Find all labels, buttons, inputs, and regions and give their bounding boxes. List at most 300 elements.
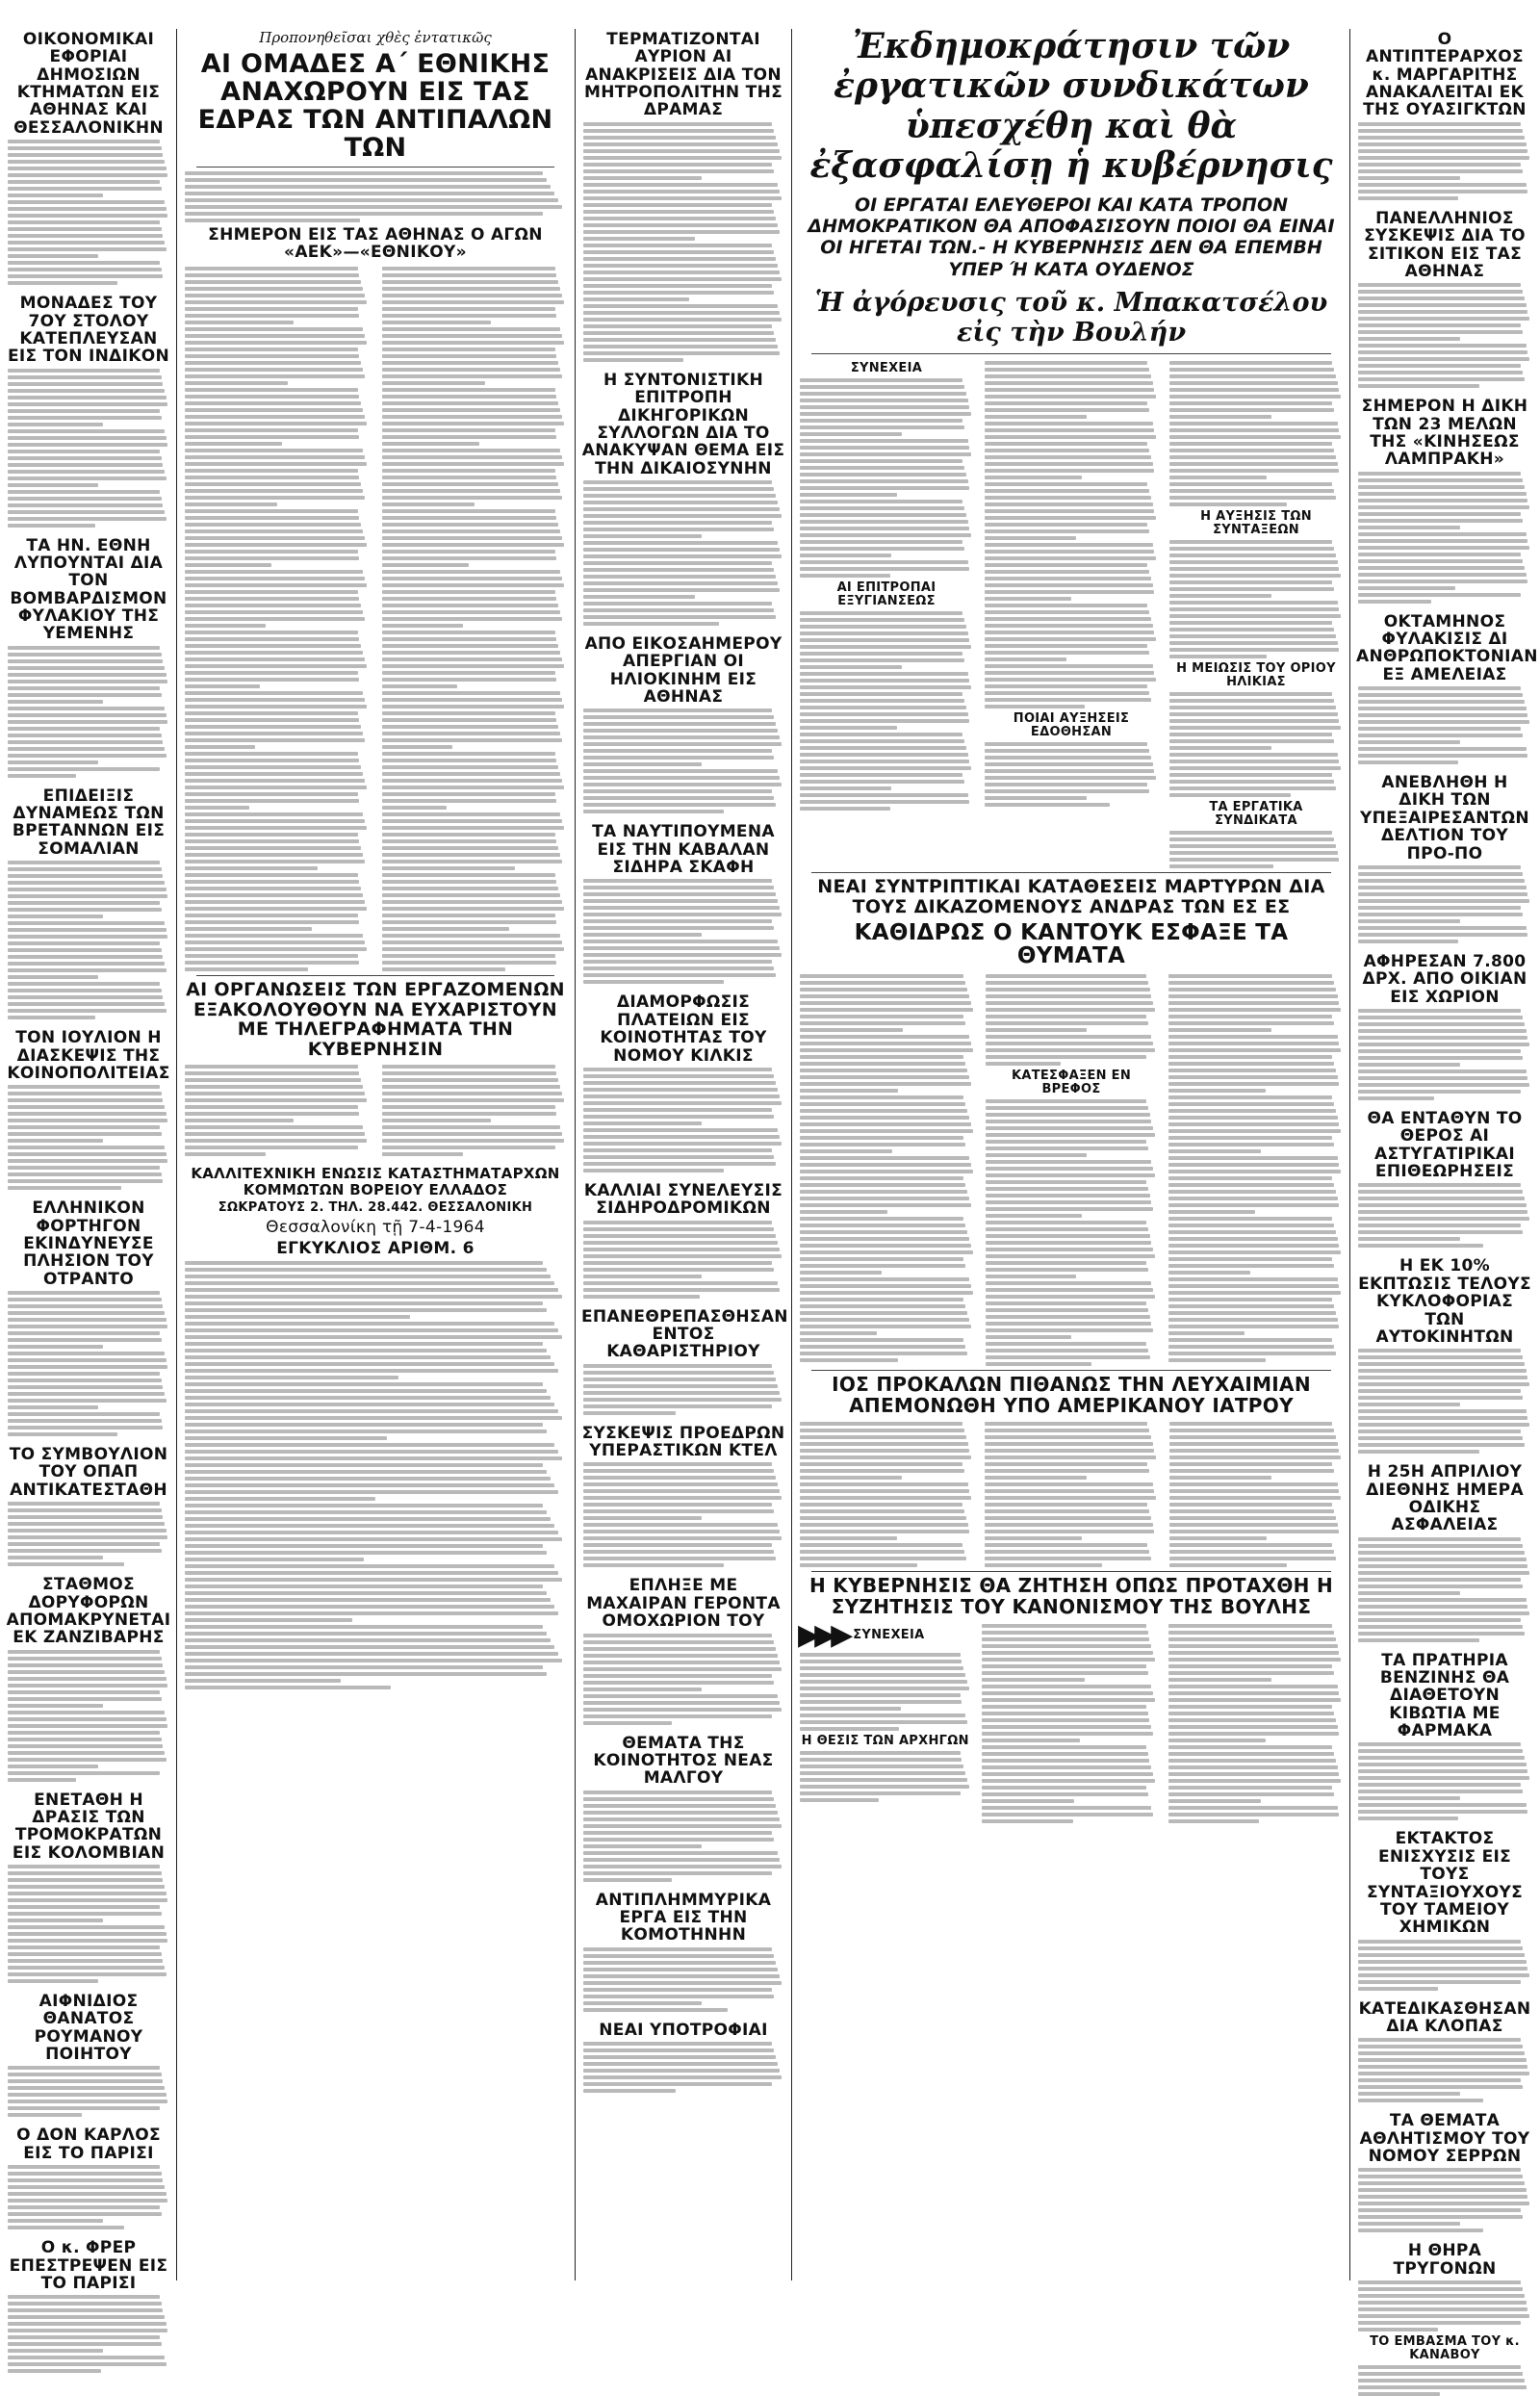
text-line [185,954,358,958]
article-headline: ΜΟΝΑΔΕΣ ΤΟΥ 7ΟΥ ΣΤΟΛΟΥ ΚΑΤΕΠΛΕΥΣΑΝ ΕΙΣ ΤΟΝ ΙΝΔΙΚΟΝ [7,294,170,367]
text-line [1168,1257,1332,1261]
article-body [1356,2168,1533,2232]
article-headline: ΙΟΣ ΠΡΟΚΑΛΩΝ ΠΙΘΑΝΩΣ ΤΗΝ ΛΕΥΧΑΙΜΙΑΝ ΑΠΕΜΟΝΩΘΗ ΥΠΟ ΑΜΕΡΙΚΑΝΟΥ ΙΑΤΡΟΥ [832,1373,1311,1417]
text-line [8,1562,124,1566]
text-line [800,500,962,503]
text-line [583,358,683,362]
text-line [185,718,359,722]
text-line [185,1510,547,1514]
text-line [1169,1489,1339,1493]
text-line [185,198,558,202]
text-line [1168,1678,1271,1682]
text-line [583,1804,776,1808]
text-line [8,1925,165,1929]
text-line [1168,1224,1334,1227]
text-line [382,1105,555,1109]
text-line [1358,1197,1525,1200]
notice-body [183,1261,568,1689]
text-line [986,1254,1155,1258]
article [581,1892,785,2012]
text-line [985,1462,1147,1466]
text-line [1358,899,1529,903]
article [581,993,785,1172]
text-line [583,2055,776,2059]
text-line [185,449,363,452]
text-line [382,577,562,580]
text-line [800,1435,966,1439]
text-line [800,1069,967,1072]
text-line [382,887,558,890]
text-line [1169,469,1339,473]
text-line [583,1371,774,1375]
text-line [8,1738,162,1741]
text-line [8,2113,82,2117]
column-2 [183,27,568,2282]
text-line [583,2089,676,2093]
text-line [985,442,1147,446]
text-line [985,1509,1149,1513]
text-line [986,1008,1155,1012]
text-line [382,1119,491,1122]
text-line [1169,428,1339,432]
article [581,1577,785,1724]
text-line [382,772,560,776]
text-line [800,685,971,689]
text-line [1358,720,1529,724]
text-line [800,1338,963,1342]
text-line [583,203,772,207]
article [1356,31,1533,200]
notice-title: ΕΓΚΥΚΛΙΟΣ ΑΡΙΘΜ. 6 [276,1239,475,1259]
text-line [1358,1369,1527,1373]
text-line [985,590,1154,594]
text-line [185,779,365,783]
article-subheadline: ΣΗΜΕΡΟΝ ΕΙΣ ΤΑΣ ΑΘΗΝΑΣ Ο ΑΓΩΝ «ΑΕΚ»—«ΕΘΝΙΚΟΥ» [208,224,543,262]
article-headline: ΟΙΚΟΝΟΜΙΚΑΙ ΕΦΟΡΙΑΙ ΔΗΜΟΣΙΩΝ ΚΤΗΜΑΤΩΝ ΕΙΣ ΑΘΗΝΑΣ ΚΑΙ ΘΕΣΣΑΛΟΝΙΚΗΝ [13,30,164,138]
text-line [382,273,556,277]
text-line [382,900,562,904]
text-line [185,853,363,857]
article [6,1993,171,2117]
text-line [1358,559,1523,563]
text-line [583,351,780,355]
text-line [583,561,772,565]
text-line [185,698,365,702]
text-line [583,1530,780,1533]
text-line [1168,1001,1340,1005]
text-line [185,590,358,594]
text-line [8,1502,160,1506]
article-headline: ΤΑ ΠΡΑΤΗΡΙΑ ΒΕΝΖΙΝΗΣ ΘΑ ΔΙΑΘΕΤΟΥΝ ΚΙΒΩΤΙΑ ΜΕ ΦΑΡΜΑΚΑ [1379,1650,1510,1741]
text-line [1169,773,1332,777]
notice-address: ΣΩΚΡΑΤΟΥΣ 2. ΤΗΛ. 28.442. ΘΕΣΣΑΛΟΝΙΚΗ [218,1199,533,1215]
text-line [800,540,962,544]
text-line [1169,560,1338,564]
text-line [8,1358,167,1362]
text-line [800,645,971,649]
text-line [1358,512,1521,516]
text-line [185,219,360,222]
lead-speech-headline: Ἡ ἀγόρευσις τοῦ κ. Μπακατσέλου εἰς τὴν Βουλήν [814,288,1328,348]
text-line [1169,726,1341,730]
text-line [8,2226,124,2229]
text-line [8,754,167,758]
text-line [185,1638,551,1642]
text-line [8,1945,160,1949]
text-line [800,1727,899,1731]
text-line [185,502,277,506]
text-line [382,321,491,324]
text-line [583,183,778,187]
text-line [986,1153,1087,1157]
text-line [800,1660,962,1663]
article [6,787,171,1019]
text-line [185,967,308,971]
text-line [382,341,564,345]
text-line [1358,1742,1521,1746]
text-line [382,496,562,500]
article-body [980,1621,1158,1823]
text-line [583,1411,676,1415]
text-line [1358,1036,1527,1040]
text-line [1358,2072,1529,2075]
text-line [986,1180,1146,1184]
text-line [382,529,560,533]
continued-label: ΣΥΝΕΧΕΙΑ [853,1627,925,1642]
text-line [1358,2208,1521,2212]
text-line [985,570,1149,574]
text-line [8,281,117,285]
text-line [1358,586,1455,590]
text-line [8,1885,165,1889]
text-line [382,408,560,412]
text-line [985,698,1151,702]
text-line [800,1237,969,1241]
text-line [985,361,1147,365]
article-body [6,646,171,778]
text-line [583,297,689,301]
text-line [583,783,782,786]
text-line [800,1318,969,1322]
text-line [985,776,1156,780]
text-line [8,2165,160,2169]
text-line [982,1712,1147,1715]
article [6,1446,171,1566]
text-line [185,563,271,567]
text-line [8,1778,76,1782]
text-line [8,1179,163,1183]
text-line [986,988,1149,992]
text-line [8,1318,167,1322]
text-line [8,1311,165,1315]
text-line [382,698,562,702]
text-line [1358,1076,1527,1080]
text-line [8,888,167,891]
text-line [583,1634,772,1637]
text-line [8,1670,165,1674]
text-line [985,428,1154,432]
text-line [800,1765,963,1768]
text-line [583,1101,782,1105]
text-line [1168,1718,1336,1722]
text-line [8,1657,162,1661]
text-line [800,1264,965,1268]
text-line [583,284,772,288]
text-line [8,247,167,251]
text-line [800,1203,971,1207]
text-line [8,894,167,898]
text-line [185,327,363,331]
text-line [382,644,558,648]
text-line [1169,594,1271,598]
text-line [583,1714,772,1718]
text-line [583,879,772,883]
article-body [6,861,171,1019]
column-rule [176,29,177,2280]
article-headline: Η ΘΗΡΑ ΤΡΥΓΟΝΩΝ [1393,2241,1497,2279]
text-line [1358,310,1527,314]
text-line [583,1241,778,1245]
text-line [185,415,365,419]
text-line [1358,1790,1523,1793]
text-line [985,368,1149,372]
text-line [982,1671,1147,1675]
text-line [382,631,555,634]
text-line [583,1248,780,1251]
text-line [1168,1691,1340,1695]
text-line [583,1838,774,1842]
text-line [583,749,772,753]
text-line [800,1687,969,1690]
article-body [581,1364,785,1415]
text-line [185,752,358,756]
text-line [800,1536,897,1540]
text-line [382,1071,556,1075]
text-line [1358,290,1523,294]
text-line [985,657,1066,661]
text-line [8,1751,165,1755]
article-subheadline: ΚΑΘΙΔΡΩΣ Ο ΚΑΝΤΟΥΚ ΕΣΦΑΞΕ ΤΑ ΘΥΜΑΤΑ [854,919,1289,969]
text-line [382,314,556,318]
text-line [583,615,776,619]
text-line [1168,1042,1340,1045]
text-line [982,1637,1149,1641]
text-line [583,1295,700,1299]
text-line [1358,2321,1521,2325]
text-line [185,1382,543,1386]
text-line [1169,408,1334,412]
text-line [185,543,367,547]
article-headline: ΝΕΑΙ ΣΥΝΤΡΙΠΤΙΚΑΙ ΚΑΤΑΘΕΣΕΙΣ ΜΑΡΤΥΡΩΝ ΔΙΑ ΤΟΥΣ ΔΙΚΑΖΟΜΕΝΟΥΣ ΑΝΔΡΑΣ ΤΩΝ ΕΣ ΕΣ [817,876,1325,917]
text-line [185,388,358,392]
text-line [985,381,1153,385]
article-body-columns [798,971,1345,1366]
article-headline: Η 25Η ΑΠΡΙΛΙΟΥ ΔΙΕΘΝΗΣ ΗΜΕΡΑ ΟΔΙΚΗΣ ΑΣΦΑΛΕΙΑΣ [1366,1462,1524,1535]
text-line [8,666,165,670]
text-line [185,887,361,890]
text-line [185,1463,543,1467]
text-line [583,521,772,525]
text-line [1168,1062,1334,1066]
text-line [8,1331,160,1335]
text-line [1168,1318,1338,1322]
text-line [583,1254,782,1258]
article-body [581,708,785,813]
text-line [982,1739,1080,1742]
text-line [583,1482,778,1486]
article-body [798,971,976,1366]
text-line [185,631,358,634]
article-body [1356,2280,1533,2332]
text-line [8,375,162,379]
text-line [8,908,162,912]
article-body [581,1068,785,1172]
text-line [1169,719,1339,723]
text-line [800,1291,973,1295]
text-line [1358,163,1521,167]
text-line [800,452,971,456]
text-line [1169,1563,1287,1567]
text-line [1169,760,1339,763]
text-line [185,482,361,486]
text-line [8,1325,167,1328]
text-line [185,374,365,378]
text-line [8,2295,160,2299]
text-line [8,1304,163,1308]
text-line [1358,1022,1525,1026]
text-line [1358,384,1479,388]
text-line [382,280,558,284]
text-line [800,611,962,615]
text-line [8,450,160,453]
text-line [800,1456,971,1459]
text-line [8,483,98,487]
text-line [1358,580,1527,583]
text-line [985,1530,1154,1533]
article-headline: Η ΕΚ 10% ΕΚΠΤΩΣΙΣ ΤΕΛΟΥΣ ΚΥΚΛΟΦΟΡΙΑΣ ΤΩΝ ΑΥΤΟΚΙΝΗΤΩΝ [1358,1256,1531,1347]
text-line [583,1509,774,1513]
text-line [382,873,555,877]
text-line [8,693,162,697]
text-line [8,2315,165,2319]
text-line [185,1611,558,1615]
text-line [382,1112,556,1116]
text-line [185,1652,558,1656]
text-line [583,946,780,950]
text-line [1358,879,1525,883]
text-line [985,684,1147,688]
text-line [1169,864,1273,868]
text-line [8,254,98,258]
text-line [1358,2099,1483,2102]
text-line [583,1981,782,1985]
text-line [583,933,702,937]
text-line [583,1476,776,1480]
text-line [982,1678,1085,1682]
text-line [800,699,964,703]
text-line [185,684,260,688]
text-line [1358,940,1458,943]
text-line [8,1704,103,1708]
article [581,1735,785,1882]
text-line [8,680,167,683]
text-line [8,1677,167,1681]
text-line [1168,1637,1336,1641]
text-line [1358,1389,1521,1393]
text-line [382,462,564,466]
text-line [8,1186,121,1190]
text-line [185,1409,558,1413]
text-line [583,1954,774,1958]
article-body [380,1062,568,1156]
text-line [1169,1456,1341,1459]
text-line [8,193,103,197]
text-line [583,169,774,173]
text-line [185,637,359,641]
text-line [185,691,363,695]
text-line [1168,1264,1334,1268]
text-line [1169,628,1334,631]
article-body [798,1419,975,1567]
text-line [800,486,969,490]
article-body [183,264,371,971]
text-line [985,395,1156,399]
continued-label: ΣΥΝΕΧΕΙΑ [850,361,923,376]
text-line [1358,1632,1525,1636]
text-line [583,1550,774,1554]
text-line [1169,361,1332,365]
text-line [1168,1671,1334,1675]
text-line [800,439,968,443]
continuation-marker [798,1617,972,1652]
text-line [800,766,971,770]
text-line [382,428,555,432]
text-line [8,1419,162,1423]
text-line [1168,1035,1338,1039]
text-line [1358,2307,1527,2311]
text-line [985,536,1076,540]
text-line [1358,303,1527,307]
text-line [800,753,968,757]
text-line [8,767,160,771]
article-headline: ΝΕΑΙ ΥΠΟΤΡΟΦΙΑΙ [599,2020,768,2040]
text-line [800,412,971,416]
text-line [382,812,560,816]
text-line [1358,499,1527,502]
text-line [8,982,160,986]
text-line [583,122,772,126]
text-line [382,354,556,358]
text-line [1168,1631,1334,1635]
text-line [8,1016,95,1019]
text-line [986,994,1151,998]
text-line [982,1685,1151,1688]
text-line [1358,707,1527,710]
text-line [382,334,562,338]
text-line [985,783,1147,786]
text-line [583,1227,774,1231]
text-line [8,497,162,501]
text-line [8,2335,160,2339]
divider [811,353,1331,354]
article-body [380,264,568,971]
text-line [800,739,964,743]
article-body [6,1502,171,1566]
text-line [8,2302,162,2306]
article [581,1425,785,1568]
text-line [1358,1537,1521,1541]
text-line [985,1456,1156,1459]
